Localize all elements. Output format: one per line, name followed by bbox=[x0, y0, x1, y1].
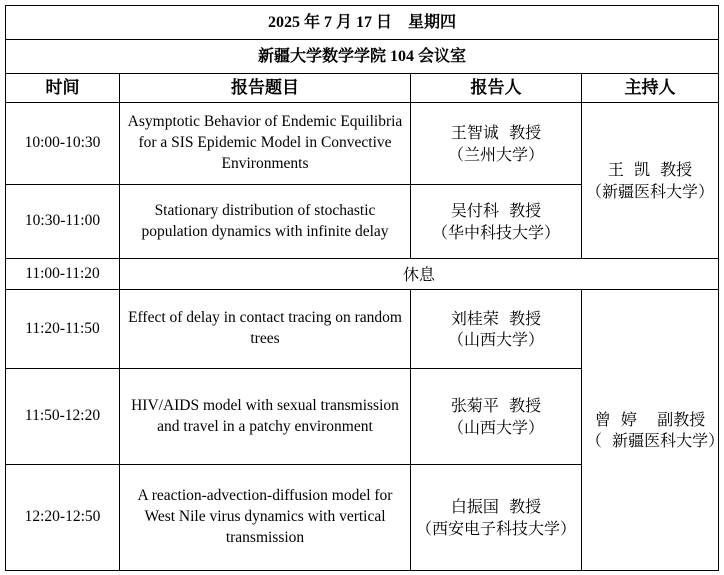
venue-header: 新疆大学数学学院 104 会议室 bbox=[6, 40, 719, 74]
chair-name: 曾 婷 副教授 bbox=[594, 409, 706, 429]
break-time: 11:00-11:20 bbox=[6, 259, 120, 290]
speaker-affiliation: （山西大学） bbox=[447, 417, 544, 437]
session-time: 12:20-12:50 bbox=[6, 465, 120, 571]
speaker-name: 白振国 教授 bbox=[450, 497, 542, 517]
session-title: Asymptotic Behavior of Endemic Equilibria for a SIS Epidemic Model in Convective Environments bbox=[120, 103, 411, 184]
column-header-chair: 主持人 bbox=[582, 74, 719, 103]
speaker-cell bbox=[411, 368, 582, 465]
speaker-affiliation: （山西大学） bbox=[447, 330, 544, 350]
speaker-cell bbox=[411, 103, 582, 184]
table-row bbox=[6, 103, 719, 184]
column-header-speaker: 报告人 bbox=[411, 74, 582, 103]
session-title: A reaction-advection-diffusion model for West Nile virus dynamics with vertical transmission bbox=[120, 465, 411, 571]
break-label: 休息 bbox=[120, 259, 719, 290]
speaker-cell bbox=[411, 465, 582, 571]
column-header-time: 时间 bbox=[6, 74, 120, 103]
speaker-name: 吴付科 教授 bbox=[450, 201, 542, 220]
column-header-title: 报告题目 bbox=[120, 74, 411, 103]
session-time: 10:30-11:00 bbox=[6, 184, 120, 258]
break-row bbox=[6, 259, 719, 290]
speaker-name: 王智诚 教授 bbox=[450, 123, 542, 143]
session-title: Effect of delay in contact tracing on random trees bbox=[120, 290, 411, 368]
session-title: Stationary distribution of stochastic population dynamics with infinite delay bbox=[120, 184, 411, 258]
date-row bbox=[6, 6, 719, 40]
chair-cell bbox=[582, 103, 719, 259]
date-header: 2025 年 7 月 17 日 星期四 bbox=[6, 6, 719, 40]
speaker-affiliation: （华中科技大学） bbox=[431, 222, 560, 242]
chair-name: 王 凯 教授 bbox=[607, 160, 693, 180]
venue-row bbox=[6, 40, 719, 74]
chair-affiliation: （ 新疆医科大学） bbox=[586, 431, 724, 451]
speaker-cell bbox=[411, 290, 582, 368]
schedule-table bbox=[5, 5, 724, 571]
session-time: 10:00-10:30 bbox=[6, 103, 120, 184]
speaker-name: 张菊平 教授 bbox=[450, 396, 542, 416]
speaker-affiliation: （西安电子科技大学） bbox=[415, 518, 576, 538]
session-title: HIV/AIDS model with sexual transmission and travel in a patchy environment bbox=[120, 368, 411, 465]
column-header-row bbox=[6, 74, 719, 103]
table-row bbox=[6, 290, 719, 368]
chair-affiliation: （新疆医科大学） bbox=[586, 181, 715, 201]
speaker-name: 刘桂荣 教授 bbox=[450, 308, 542, 328]
session-time: 11:20-11:50 bbox=[6, 290, 120, 368]
speaker-affiliation: （兰州大学） bbox=[447, 144, 544, 164]
session-time: 11:50-12:20 bbox=[6, 368, 120, 465]
speaker-cell bbox=[411, 184, 582, 258]
chair-cell bbox=[582, 290, 724, 571]
